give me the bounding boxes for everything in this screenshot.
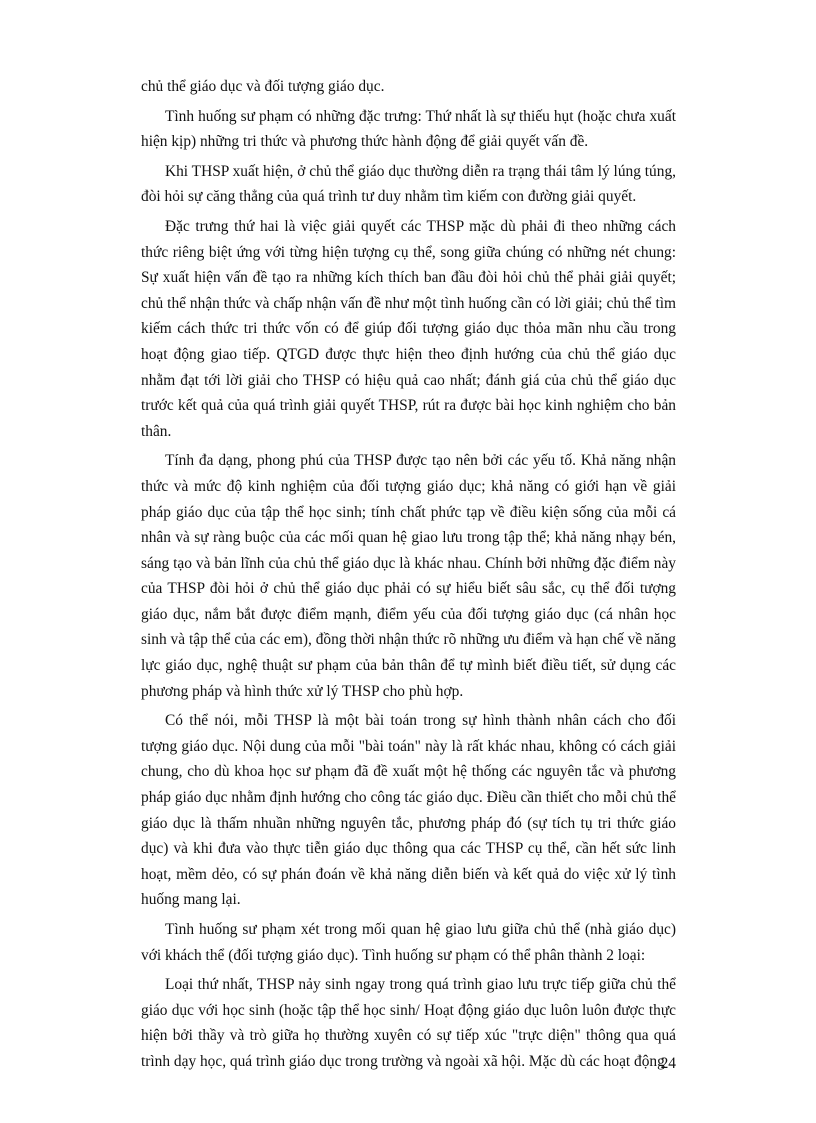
paragraph-second-characteristic: Đặc trưng thứ hai là việc giải quyết các THSP mặc dù phải đi theo những cách thức riêng biệt ứng với từng hiện tượng cụ thể, song giữa chúng có những nét chung: Sự xuất hiện vấn đề tạo ra những kích thích ban đầu đòi hỏi chủ thể phải giải quyết; chủ thể nhận thức và chấp nhận vấn đề như một tình huống cần có lời giải; chủ thể tìm kiếm cách thức tri thức vốn có để giúp đối tượng giáo dục thỏa mãn nhu cầu trong hoạt động giao tiếp. QTGD được thực hiện theo định hướng của chủ thể giáo dục nhằm đạt tới lời giải cho THSP có hiệu quả cao nhất; đánh giá của chủ thể giáo dục trước kết quả của quá trình giải quyết THSP, rút ra được bài học kinh nghiệm cho bản thân. bbox=[141, 217, 676, 440]
paragraph-psychological-state: Khi THSP xuất hiện, ở chủ thể giáo dục thường diễn ra trạng thái tâm lý lúng túng, đòi hỏi sự căng thẳng của quá trình tư duy nhằm tìm kiếm con đường giải quyết. bbox=[141, 162, 676, 206]
page-body bbox=[141, 74, 676, 1079]
paragraph-characteristics-intro: Tình huống sư phạm có những đặc trưng: Thứ nhất là sự thiếu hụt (hoặc chưa xuất hiện kịp) những tri thức và phương thức hành động để giải quyết vấn đề. bbox=[141, 107, 676, 151]
paragraph-continuation: chủ thể giáo dục và đối tượng giáo dục. bbox=[141, 78, 385, 95]
paragraph-type-one: Loại thứ nhất, THSP nảy sinh ngay trong quá trình giao lưu trực tiếp giữa chủ thể giáo dục với học sinh (hoặc tập thể học sinh/ Hoạt động giáo dục luôn luôn được thực hiện bởi thầy và trò giữa họ thường xuyên có sự tiếp xúc "trực diện" thông qua quá trình dạy học, quá trình giáo dục trong trường và ngoài xã hội. Mặc dù các hoạt động bbox=[141, 976, 676, 1070]
paragraph-classification: Tình huống sư phạm xét trong mối quan hệ giao lưu giữa chủ thể (nhà giáo dục) với khách thể (đối tượng giáo dục). Tình huống sư phạm có thể phân thành 2 loại: bbox=[141, 921, 676, 964]
page-number: 24 bbox=[660, 1055, 676, 1072]
paragraph-diversity: Tính đa dạng, phong phú của THSP được tạo nên bởi các yếu tố. Khả năng nhận thức và mức độ kinh nghiệm của đối tượng giáo dục; khả năng có giới hạn về giải pháp giáo dục của tập thể học sinh; tính chất phức tạp về điều kiện sống của mỗi cá nhân và sự ràng buộc của các mối quan hệ giao lưu trong tập thể; khả năng nhạy bén, sáng tạo và bản lĩnh của chủ thể giáo dục là khác nhau. Chính bởi những đặc điểm này của THSP đòi hỏi ở chủ thể giáo dục phải có sự hiểu biết sâu sắc, cụ thể đối tượng giáo dục, nắm bắt được điểm mạnh, điểm yếu của đối tượng giáo dục (cá nhân học sinh và tập thể của các em), đồng thời nhận thức rõ những ưu điểm và hạn chế về năng lực giáo dục, nghệ thuật sư phạm của bản thân để tự mình biết điều tiết, sử dụng các phương pháp và hình thức xử lý THSP cho phù hợp. bbox=[141, 452, 676, 700]
paragraph-problem-analogy: Có thể nói, mỗi THSP là một bài toán trong sự hình thành nhân cách cho đối tượng giáo dục. Nội dung của mỗi "bài toán" này là rất khác nhau, không có cách giải chung, cho dù khoa học sư phạm đã đề xuất một hệ thống các nguyên tắc và phương pháp giáo dục nhằm định hướng cho công tác giáo dục. Điều cần thiết cho mỗi chủ thể giáo dục là thấm nhuần những nguyên tắc, phương pháp đó (sự tích tụ tri thức giáo dục) và khi đưa vào thực tiễn giáo dục thông qua các THSP cụ thể, cần hết sức linh hoạt, mềm dẻo, có sự phán đoán về khả năng diễn biến và kết quả do việc xử lý tình huống mang lại. bbox=[141, 712, 676, 909]
